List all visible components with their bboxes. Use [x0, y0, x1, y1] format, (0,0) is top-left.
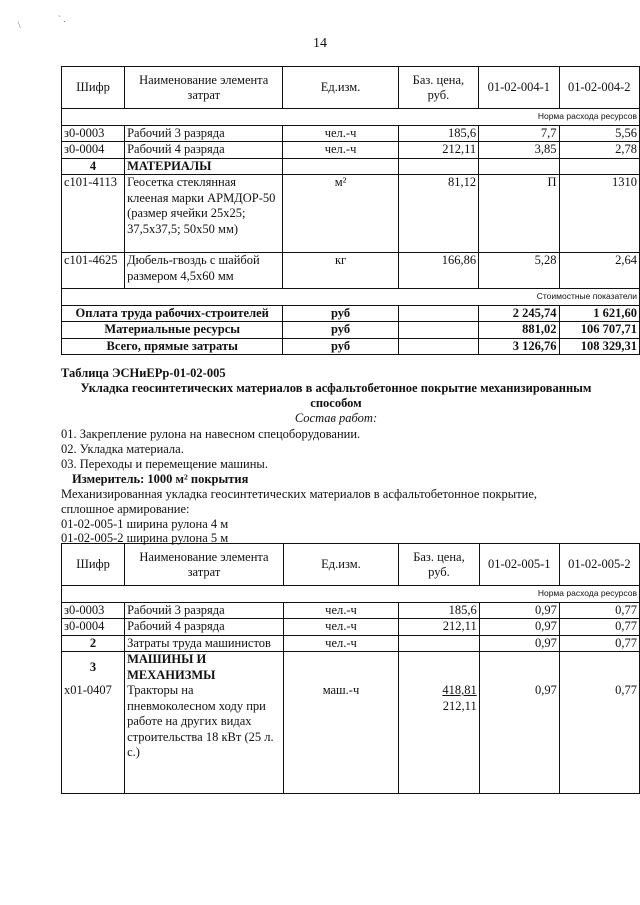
cell-price: 185,6 — [398, 125, 478, 142]
cell-unit: чел.-ч — [283, 125, 398, 142]
header-price: Баз. цена, руб. — [398, 67, 478, 109]
table-row — [62, 635, 640, 652]
total-name: Всего, прямые затраты — [62, 338, 283, 355]
cell-code: з0-0003 — [62, 125, 125, 142]
cell-price: 166,86 — [398, 253, 478, 289]
total-name: Оплата труда рабочих-строителей — [62, 305, 283, 322]
work-step: 03. Переходы и перемещение машины. — [61, 457, 268, 471]
cell-b: 0,77 — [559, 683, 639, 793]
total-a: 881,02 — [479, 322, 559, 339]
header-price: Баз. цена, руб. — [399, 544, 480, 586]
cell-b: 0,77 — [559, 635, 639, 652]
machine-price-2: 212,11 — [442, 698, 477, 713]
cell-a: 3,85 — [479, 142, 559, 159]
section-number: 4 — [62, 158, 125, 175]
variant-line: 01-02-005-1 ширина рулона 4 м — [61, 517, 229, 531]
cell-price: 185,6 — [399, 602, 480, 619]
cell-unit: м² — [283, 175, 398, 253]
total-a: 2 245,74 — [479, 305, 559, 322]
cell-price: 212,11 — [399, 619, 480, 636]
header-col-b: 01-02-004-2 — [559, 67, 639, 109]
section-name: МАШИНЫ И МЕХАНИЗМЫ — [125, 652, 284, 684]
cell-code: з0-0004 — [62, 142, 125, 159]
cell-code: 2 — [62, 635, 125, 652]
header-code: Шифр — [62, 544, 125, 586]
header-col-b: 01-02-005-2 — [559, 544, 639, 586]
cell-name: Тракторы на пневмоколесном ходу при работе на других видах строительства 18 кВт (25 л. с.) — [125, 683, 284, 793]
table-row — [62, 683, 640, 793]
cell-b: 5,56 — [559, 125, 639, 142]
total-unit: руб — [283, 322, 398, 339]
cell-unit: кг — [283, 253, 398, 289]
cell-a: 7,7 — [479, 125, 559, 142]
cell-b: 1310 — [559, 175, 639, 253]
table-header-row — [62, 67, 640, 109]
totals-row — [62, 338, 640, 355]
norm-label-row — [62, 586, 640, 603]
cell-code: з0-0004 — [62, 619, 125, 636]
cell-a: 5,28 — [479, 253, 559, 289]
header-name: Наименование элемента затрат — [125, 544, 284, 586]
resource-table-2 — [61, 543, 640, 794]
cell-a: 0,97 — [479, 619, 559, 636]
total-b: 108 329,31 — [559, 338, 639, 355]
cell-a: 0,97 — [479, 602, 559, 619]
norm-label: Норма расхода ресурсов — [62, 586, 640, 603]
section-number: 3 — [62, 652, 125, 684]
header-unit: Ед.изм. — [283, 67, 398, 109]
table-row — [62, 158, 640, 175]
cell-name: Рабочий 4 разряда — [125, 142, 283, 159]
cell-unit: чел.-ч — [283, 602, 398, 619]
total-name: Материальные ресурсы — [62, 322, 283, 339]
cell-price — [399, 683, 480, 793]
cell-a: П — [479, 175, 559, 253]
cell-a: 0,97 — [479, 635, 559, 652]
cell-a: 0,97 — [479, 683, 559, 793]
cell-b: 2,78 — [559, 142, 639, 159]
meter-label: Измеритель: 1000 м² покрытия — [72, 472, 249, 486]
cell-b: 2,64 — [559, 253, 639, 289]
scan-mark: \ — [18, 20, 21, 30]
header-col-a: 01-02-004-1 — [479, 67, 559, 109]
norm-label-row — [62, 109, 640, 126]
cell-name: Геосетка стеклянная клееная марки АРМДОР-50 (размер ячейки 25х25; 37,5х37,5; 50х50 мм) — [125, 175, 283, 253]
table-header-row — [62, 544, 640, 586]
totals-row — [62, 305, 640, 322]
work-step: 02. Укладка материала. — [61, 442, 184, 456]
total-unit: руб — [283, 338, 398, 355]
cell-unit: чел.-ч — [283, 142, 398, 159]
total-unit: руб — [283, 305, 398, 322]
total-b: 1 621,60 — [559, 305, 639, 322]
page-number: 14 — [313, 36, 327, 51]
cell-name: Рабочий 3 разряда — [125, 602, 284, 619]
cell-name: Рабочий 3 разряда — [125, 125, 283, 142]
table-row — [62, 652, 640, 684]
header-col-a: 01-02-005-1 — [479, 544, 559, 586]
cell-code: з0-0003 — [62, 602, 125, 619]
machine-price-1: 418,81 — [442, 683, 477, 697]
cell-code: х01-0407 — [62, 683, 125, 793]
total-a: 3 126,76 — [479, 338, 559, 355]
total-b: 106 707,71 — [559, 322, 639, 339]
table-row — [62, 619, 640, 636]
cell-price: 212,11 — [398, 142, 478, 159]
table-title: Таблица ЭСНиЕРр-01-02-005 — [61, 366, 226, 380]
table-row — [62, 125, 640, 142]
section-heading-line1: Укладка геосинтетических материалов в асфальтобетонное покрытие механизированным — [80, 381, 592, 395]
table-row — [62, 142, 640, 159]
header-code: Шифр — [62, 67, 125, 109]
composition-title: Состав работ: — [294, 411, 378, 425]
totals-row — [62, 322, 640, 339]
cost-label-row — [62, 289, 640, 306]
table-row — [62, 175, 640, 253]
norm-label: Норма расхода ресурсов — [62, 109, 640, 126]
cell-unit: чел.-ч — [283, 619, 398, 636]
cell-code: с101-4113 — [62, 175, 125, 253]
header-name: Наименование элемента затрат — [125, 67, 283, 109]
table-row — [62, 602, 640, 619]
description-line: Механизированная укладка геосинтетических материалов в асфальтобетонное покрытие, — [61, 487, 538, 501]
scan-mark: ` . — [58, 14, 66, 24]
variant-line: 01-02-005-2 ширина рулона 5 м — [61, 531, 229, 545]
cost-label: Стоимостные показатели — [62, 289, 640, 306]
header-unit: Ед.изм. — [283, 544, 398, 586]
cell-price: 81,12 — [398, 175, 478, 253]
cell-name: Рабочий 4 разряда — [125, 619, 284, 636]
cell-code: с101-4625 — [62, 253, 125, 289]
description-line: сплошное армирование: — [61, 502, 190, 516]
cell-name: Затраты труда машинистов — [125, 635, 284, 652]
cell-b: 0,77 — [559, 619, 639, 636]
cell-b: 0,77 — [559, 602, 639, 619]
cell-name: Дюбель-гвоздь с шайбой размером 4,5х60 мм — [125, 253, 283, 289]
cell-unit: маш.-ч — [283, 683, 398, 793]
table-row — [62, 253, 640, 289]
section-name: МАТЕРИАЛЫ — [125, 158, 283, 175]
resource-table-1 — [61, 66, 640, 355]
cell-unit: чел.-ч — [283, 635, 398, 652]
work-step: 01. Закрепление рулона на навесном спецоборудовании. — [61, 427, 361, 441]
section-heading-line2: способом — [310, 396, 362, 410]
